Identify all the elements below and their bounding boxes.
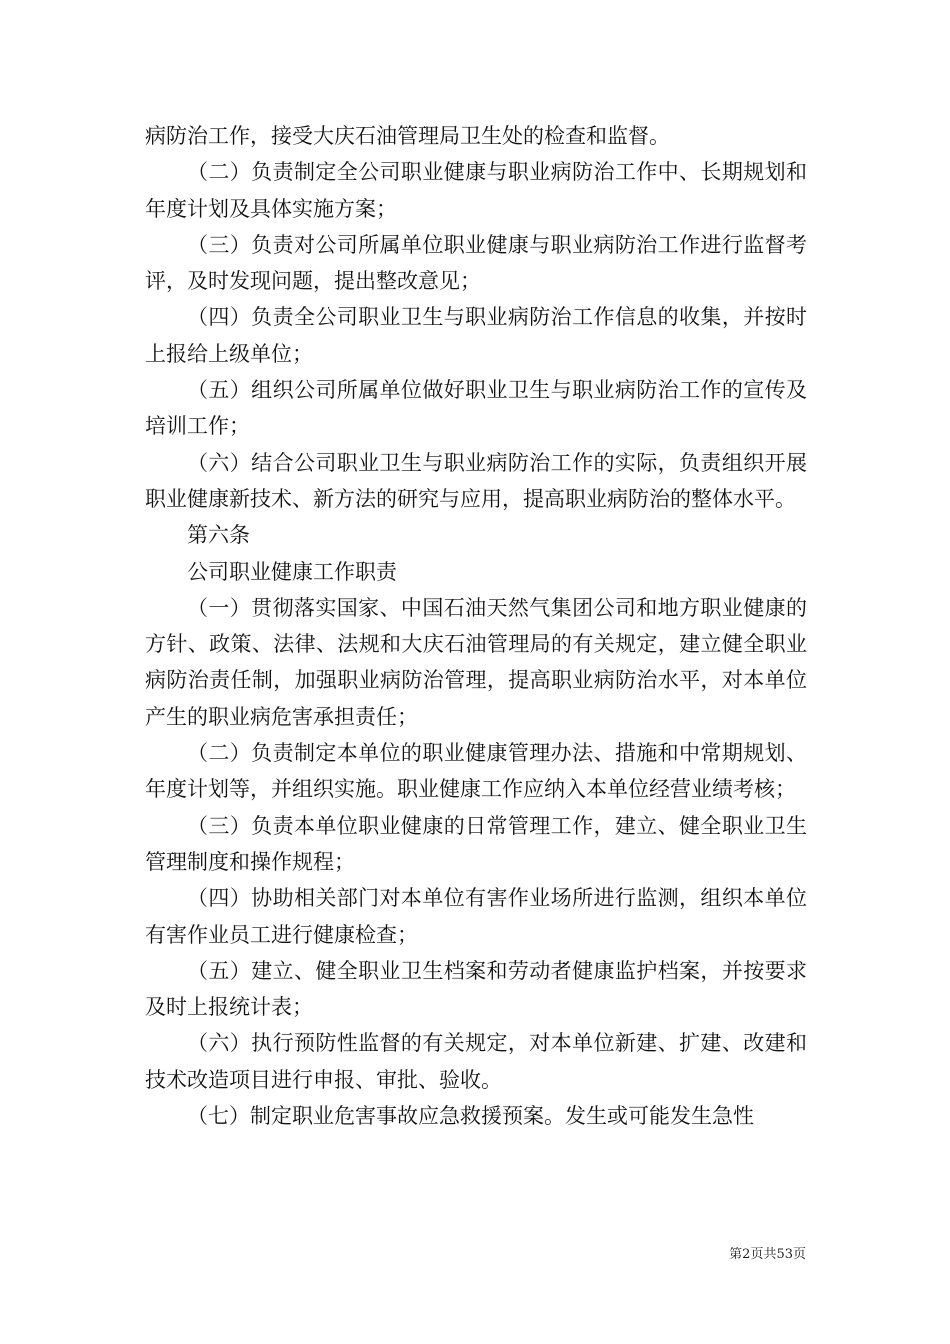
paragraph: （五）组织公司所属单位做好职业卫生与职业病防治工作的宣传及培训工作； [145, 378, 807, 439]
paragraph: 公司职业健康工作职责 [187, 559, 397, 584]
paragraph: （五）建立、健全职业卫生档案和劳动者健康监护档案，并按要求及时上报统计表； [145, 958, 807, 1020]
document-body [145, 118, 807, 1134]
paragraph: （二）负责制定全公司职业健康与职业病防治工作中、长期规划和年度计划及具体实施方案； [145, 160, 807, 221]
paragraph: （三）负责本单位职业健康的日常管理工作，建立、健全职业卫生管理制度和操作规程； [145, 813, 807, 874]
paragraph: （一）贯彻落实国家、中国石油天然气集团公司和地方职业健康的方针、政策、法律、法规和大庆石油管理局的有关规定，建立健全职业病防治责任制，加强职业病防治管理，提高职业病防治水平，对本单位产生的职业病危害承担责任； [145, 595, 807, 729]
paragraph: （七）制定职业危害事故应急救援预案。发生或可能发生急性 [187, 1104, 754, 1129]
paragraph: （四）负责全公司职业卫生与职业病防治工作信息的收集，并按时上报给上级单位； [145, 305, 807, 366]
paragraph: （二）负责制定本单位的职业健康管理办法、措施和中常期规划、年度计划等，并组织实施。职业健康工作应纳入本单位经营业绩考核； [145, 741, 807, 802]
paragraph: 第六条 [187, 523, 250, 548]
paragraph: 病防治工作，接受大庆石油管理局卫生处的检查和监督。 [145, 124, 670, 148]
paragraph: （三）负责对公司所属单位职业健康与职业病防治工作进行监督考评，及时发现问题，提出整改意见； [145, 232, 807, 294]
paragraph: （六）结合公司职业卫生与职业病防治工作的实际，负责组织开展职业健康新技术、新方法的研究与应用，提高职业病防治的整体水平。 [145, 450, 807, 511]
paragraph: （四）协助相关部门对本单位有害作业场所进行监测，组织本单位有害作业员工进行健康检查； [145, 886, 807, 947]
paragraph: （六）执行预防性监督的有关规定，对本单位新建、扩建、改建和技术改造项目进行申报、审批、验收。 [145, 1031, 807, 1092]
page-number: 第2页共53页 [729, 1247, 806, 1262]
